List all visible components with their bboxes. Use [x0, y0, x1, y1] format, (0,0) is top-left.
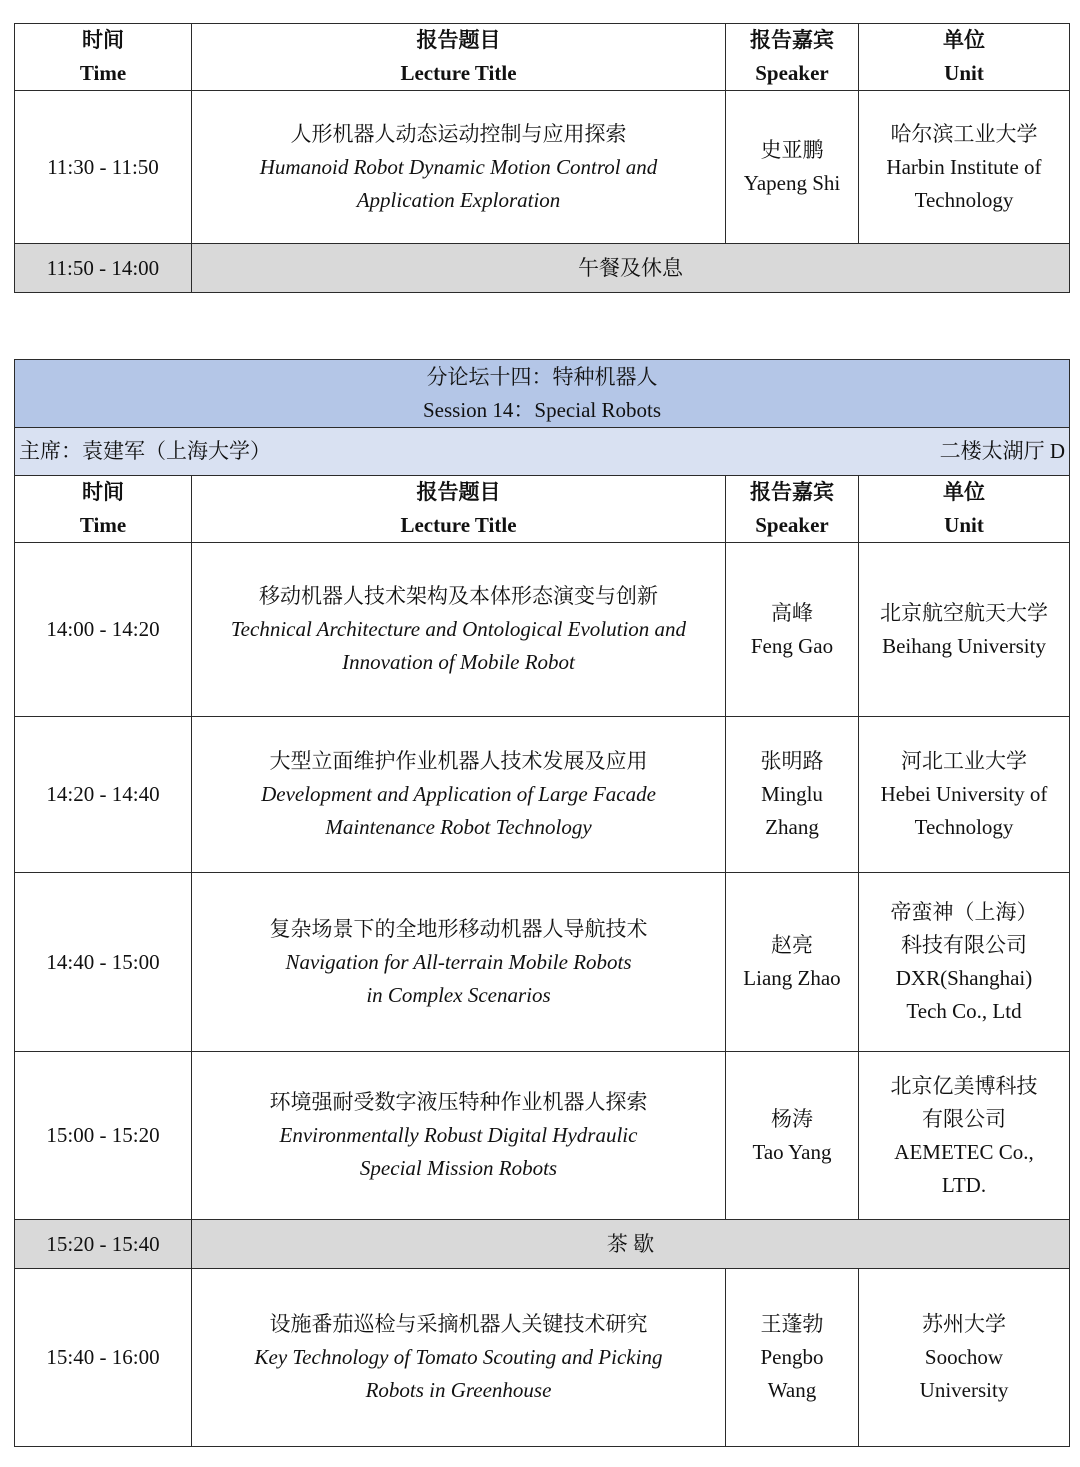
- unit-cell: 哈尔滨工业大学 Harbin Institute of Technology: [859, 91, 1070, 244]
- time-cell: 14:00 - 14:20: [15, 543, 192, 717]
- break-label: 午餐及休息: [192, 244, 1070, 293]
- speaker-cell: 杨涛 Tao Yang: [726, 1052, 859, 1220]
- header-row: [15, 24, 1070, 91]
- title-cell: 复杂场景下的全地形移动机器人导航技术 Navigation for All-terrain Mobile Robots in Complex Scenarios: [192, 873, 726, 1052]
- header-unit: 单位 Unit: [859, 476, 1070, 543]
- table-row: [15, 717, 1070, 873]
- break-time: 15:20 - 15:40: [15, 1220, 192, 1269]
- table-row: [15, 873, 1070, 1052]
- time-cell: 14:40 - 15:00: [15, 873, 192, 1052]
- session-title: 分论坛十四：特种机器人 Session 14：Special Robots: [15, 360, 1070, 428]
- unit-cell: 河北工业大学 Hebei University of Technology: [859, 717, 1070, 873]
- time-cell: 14:20 - 14:40: [15, 717, 192, 873]
- session-header-row: [15, 360, 1070, 428]
- unit-cell: 苏州大学 Soochow University: [859, 1269, 1070, 1447]
- schedule-table-morning: [14, 23, 1070, 293]
- break-label: 茶 歇: [192, 1220, 1070, 1269]
- break-row: [15, 1220, 1070, 1269]
- speaker-cell: 史亚鹏 Yapeng Shi: [726, 91, 859, 244]
- title-cell: 大型立面维护作业机器人技术发展及应用 Development and Application of Large Facade Maintenance Robot Technology: [192, 717, 726, 873]
- header-speaker: 报告嘉宾 Speaker: [726, 476, 859, 543]
- table-row: [15, 543, 1070, 717]
- speaker-cell: 高峰 Feng Gao: [726, 543, 859, 717]
- time-cell: 15:00 - 15:20: [15, 1052, 192, 1220]
- title-cell: 设施番茄巡检与采摘机器人关键技术研究 Key Technology of Tomato Scouting and Picking Robots in Greenhouse: [192, 1269, 726, 1447]
- unit-cell: 北京航空航天大学 Beihang University: [859, 543, 1070, 717]
- session-room: 二楼太湖厅 D: [939, 439, 1066, 463]
- header-unit: 单位 Unit: [859, 24, 1070, 91]
- unit-cell: 北京亿美博科技 有限公司 AEMETEC Co., LTD.: [859, 1052, 1070, 1220]
- time-cell: 15:40 - 16:00: [15, 1269, 192, 1447]
- table-row: [15, 91, 1070, 244]
- unit-cell: 帝蛮神（上海） 科技有限公司 DXR(Shanghai) Tech Co., Ltd: [859, 873, 1070, 1052]
- chair-row: [15, 428, 1070, 476]
- title-cell: 移动机器人技术架构及本体形态演变与创新 Technical Architecture and Ontological Evolution and Innovation of Mobile Robot: [192, 543, 726, 717]
- header-speaker: 报告嘉宾 Speaker: [726, 24, 859, 91]
- break-row: [15, 244, 1070, 293]
- header-title: 报告题目 Lecture Title: [192, 476, 726, 543]
- table-row: [15, 1052, 1070, 1220]
- header-title: 报告题目 Lecture Title: [192, 24, 726, 91]
- session-chair: 主席：袁建军（上海大学）: [19, 439, 271, 463]
- speaker-cell: 张明路 Minglu Zhang: [726, 717, 859, 873]
- header-row: [15, 476, 1070, 543]
- title-cell: 环境强耐受数字液压特种作业机器人探索 Environmentally Robust Digital Hydraulic Special Mission Robots: [192, 1052, 726, 1220]
- break-time: 11:50 - 14:00: [15, 244, 192, 293]
- schedule-table-session-14: [14, 359, 1070, 1447]
- header-time: 时间 Time: [15, 24, 192, 91]
- table-row: [15, 1269, 1070, 1447]
- header-time: 时间 Time: [15, 476, 192, 543]
- time-cell: 11:30 - 11:50: [15, 91, 192, 244]
- speaker-cell: 赵亮 Liang Zhao: [726, 873, 859, 1052]
- speaker-cell: 王蓬勃 Pengbo Wang: [726, 1269, 859, 1447]
- title-cell: 人形机器人动态运动控制与应用探索 Humanoid Robot Dynamic Motion Control and Application Exploration: [192, 91, 726, 244]
- chair-cell: [15, 428, 1070, 476]
